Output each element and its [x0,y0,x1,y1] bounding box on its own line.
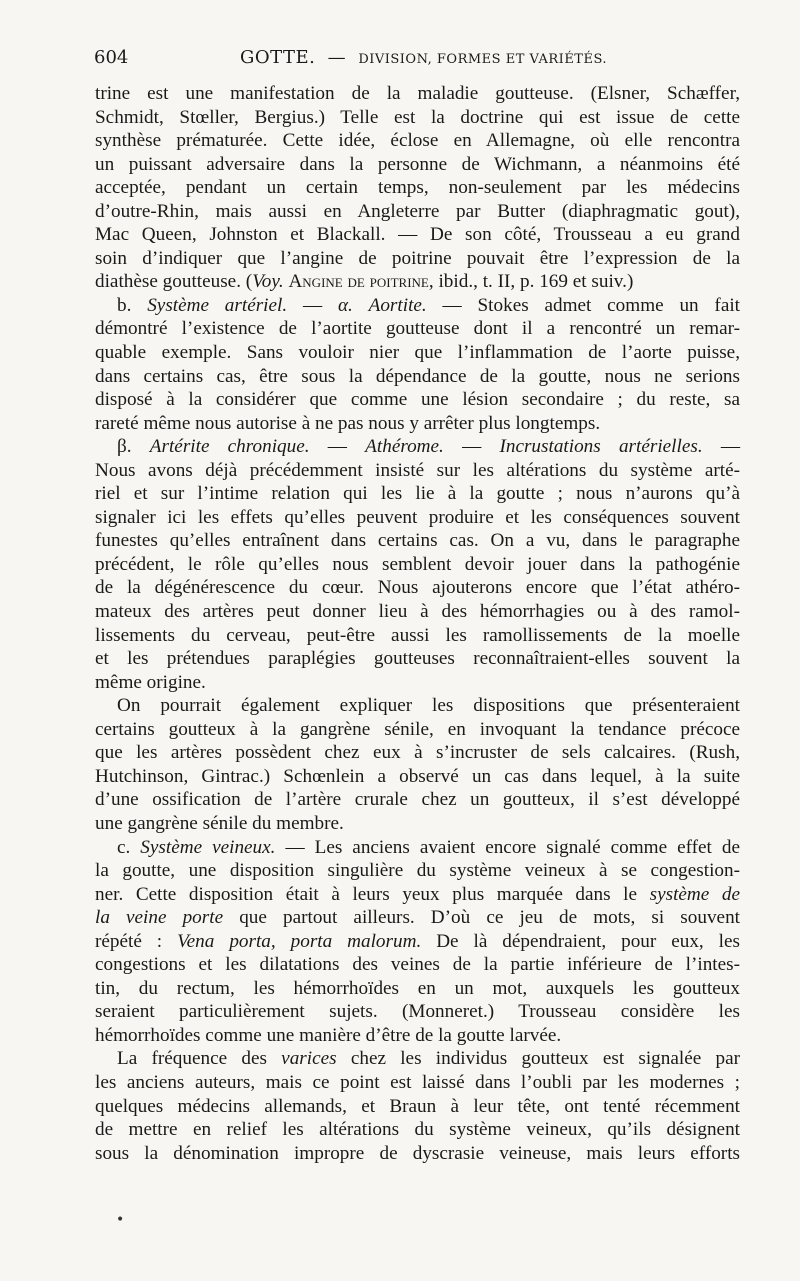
text-segment: Incrustations artérielles. [499,436,703,458]
text-line [95,200,740,224]
text-line [95,341,740,365]
text-line [95,106,740,130]
running-header [94,46,740,70]
text-segment: Voy. [252,271,284,293]
text-segment: — [443,436,500,458]
text-line [95,600,740,624]
text-segment: congestions et les dilatations des veines de la partie inférieure de l’intes- [95,954,740,976]
text-segment: — [309,436,366,458]
text-segment: sous la dénomination impropre de dyscrasie veineuse, mais leurs efforts [95,1142,740,1164]
text-segment: d’une ossification de l’artère crurale chez un goutteux, il s’est développé [95,789,740,811]
header-author: GOTTE. [240,47,316,68]
text-segment: acceptée, pendant un certain temps, non-seulement par les médecins [95,177,740,199]
text-line [95,223,740,247]
text-segment: de la dégénérescence du cœur. Nous ajouterons encore que l’état athéro- [95,577,740,599]
text-segment: de mettre en relief les altérations du système veineux, qu’ils désignent [95,1119,740,1141]
text-segment: Artérite chronique. [149,436,310,458]
text-segment: diathèse goutteuse. ( [95,271,253,293]
text-line [95,1024,740,1048]
text-line [95,294,740,318]
text-line [95,741,740,765]
text-segment: — [702,436,741,458]
text-line [95,459,740,483]
text-line [95,129,740,153]
text-line [95,930,740,954]
text-line [95,812,740,836]
text-line [95,671,740,695]
header-dash: — [327,47,347,68]
text-line [95,694,740,718]
text-line [95,247,740,271]
text-line [95,765,740,789]
text-segment: lissements du cerveau, peut-être aussi les ramollissements de la moelle [95,624,740,646]
text-line [95,270,740,294]
text-segment: quelques médecins allemands, et Braun à leur tête, ont tenté récemment [95,1095,740,1117]
text-segment: b. [117,294,148,316]
text-segment: d’outre-Rhin, mais aussi en Angleterre par Butter (diaphragmatic gout), [95,200,740,222]
text-segment: Angine de poitrine [288,271,429,293]
text-line [95,1000,740,1024]
text-segment: , ibid., t. II, p. 169 et suiv.) [428,271,634,293]
text-segment: démontré l’existence de l’aortite goutteuse dont il a rencontré un remar- [95,318,740,340]
text-line [95,365,740,389]
text-segment: et les prétendues paraplégies goutteuses reconnaîtraient-elles souvent la [95,648,740,670]
text-line [95,1047,740,1071]
text-line [95,836,740,860]
text-line [95,906,740,930]
text-segment: β. [117,436,150,458]
text-segment: Système veineux. [140,836,276,858]
text-line [95,82,740,106]
text-line [95,412,740,436]
text-segment: un puissant adversaire dans la personne de Wichmann, a néanmoins été [95,153,740,175]
text-line [95,317,740,341]
text-line [95,576,740,600]
text-segment: les anciens auteurs, mais ce point est laissé dans l’oubli par les modernes ; [95,1071,740,1093]
text-line [95,1071,740,1095]
text-segment: hémorrhoïdes comme une manière d’être de la goutte larvée. [95,1024,562,1046]
text-line [95,624,740,648]
text-line [95,788,740,812]
text-segment: signaler ici les effets qu’elles peuvent produire et les conséquences souvent [95,506,740,528]
text-segment: seraient particulièrement sujets. (Monneret.) Trousseau considère les [95,1001,740,1023]
text-line [95,153,740,177]
text-segment: Hutchinson, Gintrac.) Schœnlein a observé un cas dans lequel, à la suite [95,765,740,787]
text-segment: dans certains cas, être sous la dépendance de la goutte, nous ne serions [95,365,740,387]
text-segment: précédent, le rôle qu’elles nous semblent devoir jouer dans la pathogénie [95,553,740,575]
text-line [95,435,740,459]
text-segment: Vena porta, porta malorum. [177,930,422,952]
text-line [95,176,740,200]
text-line [95,953,740,977]
text-line [95,718,740,742]
text-line [95,1118,740,1142]
text-segment: synthèse prématurée. Cette idée, éclose en Allemagne, où elle rencontra [95,130,740,152]
text-segment: certains goutteux à la gangrène sénile, en invoquant la tendance précoce [95,718,740,740]
text-segment: système de [649,883,740,905]
text-line [95,1142,740,1166]
text-segment: ner. Cette disposition était à leurs yeux plus marquée dans le [95,883,650,905]
text-line [95,883,740,907]
text-segment: rareté même nous autorise à ne pas nous y arrêter plus longtemps. [95,412,601,434]
text-segment: Système artériel. [147,294,288,316]
text-segment: soin d’indiquer que l’angine de poitrine pouvait être l’expression de la [95,247,740,269]
header-title [240,46,607,72]
text-line [95,647,740,671]
text-segment: que partout ailleurs. D’où ce jeu de mots, si souvent [223,907,740,929]
text-segment: — [287,294,338,316]
text-segment: riel et sur l’intime relation qui les lie à la goutte ; nous n’aurons qu’à [95,483,740,505]
body-text [95,82,740,1165]
text-segment: chez les individus goutteux est signalée par [336,1048,740,1070]
text-line [95,1095,740,1119]
text-segment: La fréquence des [117,1048,282,1070]
text-segment: trine est une manifestation de la maladie goutteuse. (Elsner, Schæffer, [95,83,740,104]
text-line [95,482,740,506]
text-segment: funestes qu’elles entraînent dans certains cas. On a vu, dans le paragraphe [95,530,740,552]
text-segment: Schmidt, Stœller, Bergius.) Telle est la doctrine qui est issue de cette [95,106,740,128]
text-segment: même origine. [95,671,206,693]
text-segment: Nous avons déjà précédemment insisté sur les altérations du système arté- [95,459,740,481]
text-segment: répété : [95,930,178,952]
text-segment: Athérome. [365,436,444,458]
text-line [95,506,740,530]
text-segment: Mac Queen, Johnston et Blackall. — De son côté, Trousseau a eu grand [95,224,740,246]
text-line [95,553,740,577]
text-segment: α. Aortite. [337,294,427,316]
text-segment: c. [117,836,141,858]
text-segment: disposé à la considérer que comme une lésion secondaire ; du reste, sa [95,389,740,411]
text-segment: — Les anciens avaient encore signalé comme effet de [275,836,740,858]
text-segment: De là dépendraient, pour eux, les [421,930,740,952]
text-segment: — Stokes admet comme un fait [426,294,740,316]
text-segment: On pourrait également expliquer les dispositions que présenteraient [117,695,740,717]
text-line [95,388,740,412]
text-segment: mateux des artères peut donner lieu à des hémorrhagies ou à des ramol- [95,601,740,623]
text-line [95,529,740,553]
text-segment: la goutte, une disposition singulière du système veineux à se congestion- [95,860,740,882]
text-segment: une gangrène sénile du membre. [95,812,344,834]
page-number: 604 [94,47,129,68]
header-section: DIVISION, FORMES ET VARIÉTÉS. [358,52,608,67]
text-segment: que les artères possèdent chez eux à s’incruster de sels calcaires. (Rush, [95,742,740,764]
text-segment: varices [281,1048,337,1070]
text-line [95,859,740,883]
footer-mark: • [116,1212,125,1228]
text-segment: quable exemple. Sans vouloir nier que l’inflammation de l’aorte puisse, [95,342,740,364]
text-segment: la veine porte [95,907,224,929]
text-line [95,977,740,1001]
text-segment: tin, du rectum, les hémorrhoïdes en un mot, auxquels les goutteux [95,977,740,999]
